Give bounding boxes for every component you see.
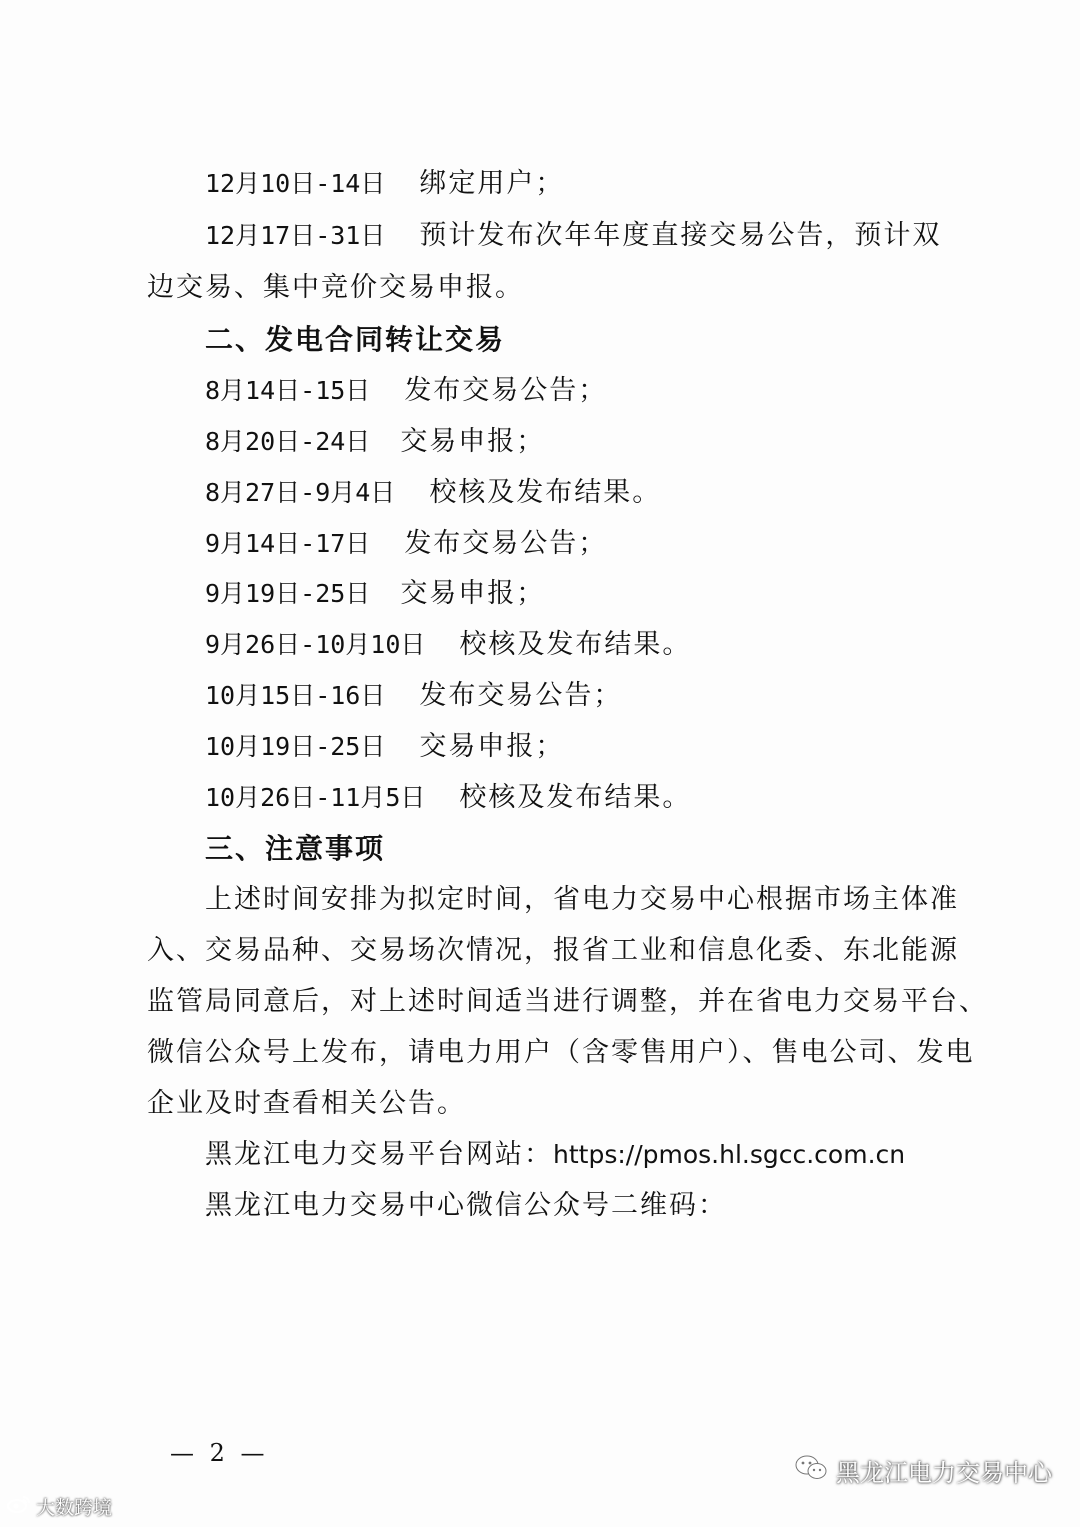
schedule-line	[205, 674, 622, 718]
schedule-date: 9月14日-17日	[205, 529, 371, 558]
schedule-text: 发布交易公告；	[404, 375, 608, 406]
website-label: 黑龙江电力交易平台网站：	[205, 1139, 553, 1170]
qr-code-label: 黑龙江电力交易中心微信公众号二维码：	[205, 1190, 727, 1221]
wechat-icon	[794, 1454, 828, 1492]
schedule-line	[205, 522, 607, 566]
schedule-text: 交易申报；	[400, 578, 546, 609]
schedule-date: 12月17日-31日	[205, 221, 386, 250]
schedule-text: 发布交易公告；	[404, 528, 608, 559]
schedule-text: 交易申报；	[400, 426, 546, 457]
watermark-right-text: 黑龙江电力交易中心	[836, 1459, 1052, 1487]
schedule-date: 10月26日-11月5日	[205, 783, 426, 812]
schedule-line	[205, 162, 564, 206]
schedule-date: 10月19日-25日	[205, 732, 386, 761]
website-link[interactable]: https://pmos.hl.sgcc.com.cn	[553, 1140, 906, 1169]
schedule-date: 8月20日-24日	[205, 427, 371, 456]
schedule-date: 12月10日-14日	[205, 169, 386, 198]
section-heading: 三、注意事项	[205, 832, 386, 865]
schedule-date: 9月26日-10月10日	[205, 630, 426, 659]
schedule-text: 校核及发布结果。	[429, 477, 662, 508]
schedule-line	[205, 623, 691, 667]
schedule-text: 预计发布次年年度直接交易公告，预计双	[419, 220, 942, 251]
schedule-date: 8月27日-9月4日	[205, 478, 396, 507]
schedule-date: 10月15日-16日	[205, 681, 386, 710]
section-heading: 二、发电合同转让交易	[205, 323, 506, 356]
schedule-line	[205, 572, 545, 616]
schedule-text: 交易申报；	[419, 731, 565, 762]
schedule-text: 绑定用户；	[419, 168, 565, 199]
schedule-line	[205, 776, 691, 820]
notice-paragraph-line: 企业及时查看相关公告。	[147, 1088, 466, 1119]
watermark-left-text: 大数跨境	[36, 1497, 113, 1519]
weibo-icon	[6, 1493, 32, 1523]
schedule-continuation: 边交易、集中竞价交易申报。	[147, 272, 524, 303]
notice-paragraph-line: 微信公众号上发布，请电力用户（含零售用户）、售电公司、发电	[147, 1037, 975, 1068]
schedule-line	[205, 214, 941, 258]
schedule-text: 校核及发布结果。	[459, 629, 692, 660]
schedule-line	[205, 369, 607, 413]
watermark-right	[794, 1455, 1052, 1491]
notice-paragraph-line: 上述时间安排为拟定时间，省电力交易中心根据市场主体准	[205, 884, 959, 915]
schedule-text: 发布交易公告；	[419, 680, 623, 711]
schedule-line	[205, 471, 661, 515]
watermark-left	[6, 1493, 112, 1523]
notice-paragraph-line: 监管局同意后，对上述时间适当进行调整，并在省电力交易平台、	[147, 986, 988, 1017]
notice-paragraph-line: 入、交易品种、交易场次情况，报省工业和信息化委、东北能源	[147, 935, 959, 966]
schedule-date: 8月14日-15日	[205, 376, 371, 405]
page-number: — 2 —	[170, 1439, 269, 1467]
schedule-line	[205, 725, 564, 769]
website-line	[205, 1133, 905, 1177]
schedule-line	[205, 420, 545, 464]
schedule-text: 校核及发布结果。	[459, 782, 692, 813]
schedule-date: 9月19日-25日	[205, 579, 371, 608]
